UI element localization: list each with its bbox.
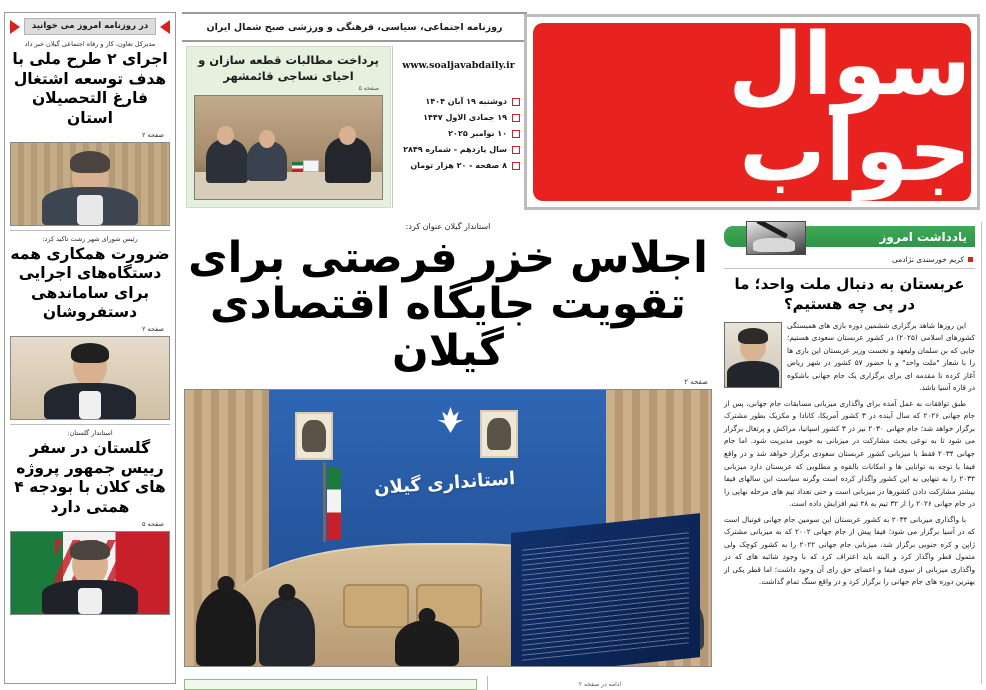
bottom-green-box[interactable] [184, 679, 477, 690]
sidebar-item-page: صفحه ۲ [141, 325, 164, 333]
info-row-date-solar [393, 97, 524, 106]
sidebar-item-photo [10, 336, 170, 420]
divider [724, 268, 975, 269]
divider [10, 230, 170, 231]
sidebar [4, 12, 176, 684]
feature-box[interactable] [186, 46, 391, 208]
info-row-pages-price [393, 161, 524, 170]
today-note-column [720, 222, 982, 684]
note-body [724, 320, 975, 589]
sidebar-item-employment[interactable] [10, 40, 170, 226]
sidebar-header-label: در روزنامه امروز می خوانید [24, 18, 156, 35]
info-row-date-lunar [393, 113, 524, 122]
sidebar-item-page: صفحه ۵ [141, 519, 164, 528]
info-row-date-gregorian [393, 129, 524, 138]
note-banner-label: یادداشت امروز [879, 229, 967, 244]
note-author-name: کریم خورسندی نژادمی [892, 255, 964, 264]
note-author [724, 255, 973, 264]
sidebar-item-kicker: رئیس شورای شهر رشت تاکید کرد: [42, 234, 138, 243]
bullet-square-icon [512, 114, 520, 122]
info-row-text: سال یازدهم - شماره ۲۸۴۹ [403, 145, 507, 154]
divider [10, 424, 170, 425]
info-row-issue [393, 145, 524, 154]
tagline-strip [182, 12, 527, 42]
info-row-text: ۱۰ نوامبر ۲۰۲۵ [448, 129, 507, 138]
sidebar-item-kicker: استاندار گلستان: [67, 429, 113, 437]
sidebar-header [10, 18, 170, 35]
main-story-photo [184, 389, 712, 667]
bullet-square-icon [512, 98, 520, 106]
masthead [524, 14, 980, 210]
main-story-kicker: استاندار گیلان عنوان کرد: [405, 222, 491, 231]
backdrop-text: استانداری گیلان [373, 468, 517, 500]
feature-box-photo [194, 95, 383, 200]
note-paragraph: با واگذاری میزبانی ۲۰۳۴ به کشور عربستان این سومین جام جهانی فوتبال است که در آسیا برگزار می شود؛ فیفا پیش از جام جهانی ۲۰۰۲ که به میزبانی مشترک ژاپن و کره جنوبی برگزار شد، میزبانی جام جهانی ۲۰۲۲ را به کشور کوچک ولی متمول قطر واگذار کرد و البته باید اعتراف کرد که با وجود شائبه های که در واگذاری میزبانی از سوی فیفا و اعضای حق رای آن وجود داشت؛ اما قطر یکی از بهترین دوره های جام جهانی را برگزار کرد و در واقع سنگ تمام گذاشت. [724, 514, 975, 587]
note-title: عربستان به دنبال ملت واحد؛ ما در پی چه هستیم؟ [734, 275, 965, 314]
sidebar-item-title: ضرورت همکاری همه دستگاه‌های اجرایی برای ساماندهی دستفروشان [10, 244, 170, 322]
bullet-square-icon [512, 130, 520, 138]
masthead-logo-plate [533, 15, 971, 201]
note-paragraph: طبق توافقات به عمل آمده برای واگذاری میزبانی مسابقات جام جهانی، پس از جام جهانی ۲۰۲۶ که سال آینده در ۳ کشور آمریکا، کانادا و مکزیک بطور مشترک برگزار خواهد شد؛ جام جهانی ۲۰۳۰ نیز در ۳ کشور اسپانیا، مراکش و پرتغال برگزار می شود تا به نوعی بحث مشارکت در میزبانی به خوبی مدیریت شود. اما جام جهانی ۲۰۳۴ فقط با میزبانی کشور عربستان سعودی برگزار خواهد شد و در واقع فیفا با توجه به توانایی ها و امکانات بالقوه و مطلوبی که عربستان دارد میزبانی ۲۰۳۴ را به تنهایی به این کشور واگذار کرده است وگرنه سیاست این سالهای فیفا بیشتر مشارکت دادن کشورها در میزبانی است و حتی تعداد تیم های مرحله نهایی را در جام جهانی ۲۰۲۶ را از ۳۲ تیم به ۴۸ تیم افزایش داده است. [724, 398, 975, 509]
website-url[interactable]: www.soaljavabdaily.ir [402, 60, 515, 71]
bullet-square-icon [512, 146, 520, 154]
sidebar-item-title: گلستان در سفر رییس جمهور پروژه های کلان با بودجه ۴ همتی دارد [14, 439, 166, 516]
bullet-square-icon [512, 162, 520, 170]
info-row-text: ۱۹ جمادی الاول ۱۴۴۷ [423, 113, 507, 122]
main-story[interactable] [184, 222, 712, 684]
triangle-right-icon [10, 20, 20, 34]
sidebar-item-vendors[interactable] [10, 235, 170, 421]
sidebar-item-photo [10, 142, 170, 226]
sidebar-item-photo [10, 531, 170, 615]
info-row-text: ۸ صفحه - ۲۰ هزار تومان [410, 161, 507, 170]
feature-box-title: پرداخت مطالبات قطعه سازان و احیای نساجی قائمشهر [198, 53, 379, 83]
masthead-title: سوال جواب [728, 15, 971, 201]
publication-info [392, 46, 524, 208]
bullet-square-icon [968, 257, 973, 262]
sidebar-item-kicker: مدیرکل تعاون، کار و رفاه اجتماعی گیلان خبر داد [24, 40, 156, 48]
writing-pen-icon [746, 221, 806, 255]
triangle-left-icon [160, 20, 170, 34]
bottom-continuation-text: ادامه در صفحه ۲ [487, 676, 712, 690]
main-story-title: اجلاس خزر فرصتی برای تقویت جایگاه اقتصادی گیلان [188, 233, 708, 376]
info-row-text: دوشنبه ۱۹ آبان ۱۴۰۴ [425, 97, 507, 106]
note-paragraph: این روزها شاهد برگزاری ششمین دوره بازی های همبستگی کشورهای اسلامی (۲۰۲۵) در کشور عربستان سعودی هستیم؛ جایی که بن سلمان ولیعهد و نخست وزیر عربستان این بازی ها را با شعار "ملت واحد" و با حضور ۵۷ کشور در شهر ریاض آغاز کرده تا مقدمه ای برای برگزاری یک جام جهانی باشکوه در قاره آسیا باشد. [787, 320, 976, 393]
note-author-portrait [724, 322, 782, 388]
tagline-text: روزنامه اجتماعی، سیاسی، فرهنگی و ورزشی صبح شمال ایران [206, 21, 503, 33]
main-story-page: صفحه ۲ [684, 378, 708, 387]
feature-box-page: صفحه ۵ [358, 85, 379, 93]
sidebar-item-golestan[interactable] [10, 429, 170, 615]
note-banner [724, 222, 975, 252]
sidebar-item-page: صفحه ۲ [141, 130, 164, 139]
sidebar-item-title: اجرای ۲ طرح ملی با هدف توسعه اشتغال فارغ التحصیلان استان [12, 50, 168, 127]
